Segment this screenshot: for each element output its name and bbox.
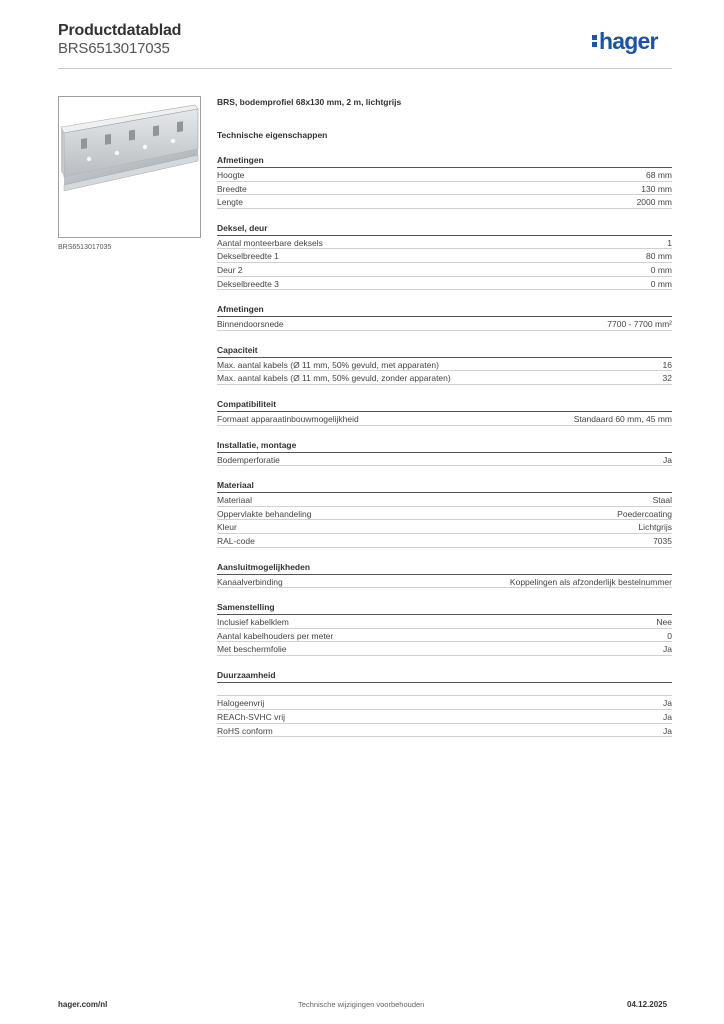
spec-label: Binnendoorsnede <box>217 319 284 330</box>
spec-label: Materiaal <box>217 495 252 506</box>
spec-value: Ja <box>663 454 672 465</box>
spec-section <box>217 223 672 290</box>
spec-row <box>217 683 672 697</box>
spec-section-title: Deksel, deur <box>217 223 672 236</box>
spec-value: 16 <box>662 359 672 370</box>
spec-section-title: Capaciteit <box>217 345 672 358</box>
spec-row <box>217 534 672 548</box>
product-details <box>217 96 672 737</box>
spec-row <box>217 358 672 372</box>
spec-label: Deur 2 <box>217 264 243 275</box>
spec-value: Nee <box>656 617 672 628</box>
hager-logo <box>592 28 658 54</box>
spec-section-title: Samenstelling <box>217 602 672 615</box>
technical-properties-title: Technische eigenschappen <box>217 130 328 140</box>
spec-value: Ja <box>663 712 672 723</box>
spec-row <box>217 710 672 724</box>
spec-value: 130 mm <box>641 183 672 194</box>
spec-row <box>217 507 672 521</box>
spec-label: Lengte <box>217 197 243 208</box>
spec-section-title: Installatie, montage <box>217 440 672 453</box>
spec-row <box>217 696 672 710</box>
spec-row <box>217 371 672 385</box>
spec-row <box>217 453 672 467</box>
spec-row <box>217 317 672 331</box>
spec-value: Poedercoating <box>617 508 672 519</box>
image-caption: BRS6513017035 <box>58 244 112 251</box>
spec-section <box>217 480 672 547</box>
spec-value: 7700 - 7700 mm² <box>607 319 672 330</box>
spec-label: Halogeenvrij <box>217 698 265 709</box>
spec-row <box>217 236 672 250</box>
spec-row <box>217 520 672 534</box>
spec-value: 2000 mm <box>636 197 672 208</box>
spec-section-title: Materiaal <box>217 480 672 493</box>
spec-value: 68 mm <box>646 170 672 180</box>
spec-value: Standaard 60 mm, 45 mm <box>573 413 672 424</box>
footer-website: hager.com/nl <box>58 1000 108 1009</box>
spec-label: Oppervlakte behandeling <box>217 508 312 519</box>
spec-section-title: Compatibiliteit <box>217 399 672 412</box>
spec-value: Ja <box>663 725 672 736</box>
spec-sections <box>217 155 672 737</box>
spec-row <box>217 277 672 291</box>
spec-row <box>217 493 672 507</box>
spec-row <box>217 615 672 629</box>
spec-section-title: Afmetingen <box>217 304 672 317</box>
spec-row <box>217 263 672 277</box>
spec-label: Inclusief kabelklem <box>217 617 289 628</box>
spec-label: REACh-SVHC vrij <box>217 712 286 723</box>
spec-label: Kanaalverbinding <box>217 576 283 587</box>
spec-label: Met beschermfolie <box>217 644 287 655</box>
spec-label: Dekselbreedte 1 <box>217 251 279 262</box>
spec-section <box>217 155 672 209</box>
spec-label: Max. aantal kabels (Ø 11 mm, 50% gevuld, zonder apparaten) <box>217 373 451 384</box>
spec-value: Ja <box>663 698 672 709</box>
spec-row <box>217 642 672 656</box>
spec-label: Aantal monteerbare deksels <box>217 237 323 248</box>
footer-date: 04.12.2025 <box>627 1000 668 1009</box>
spec-label: Bodemperforatie <box>217 454 280 465</box>
header-divider <box>58 68 672 69</box>
spec-row <box>217 249 672 263</box>
spec-value: Ja <box>663 644 672 655</box>
cable-duct-image <box>59 97 200 237</box>
spec-value: Staal <box>652 495 672 506</box>
spec-label: Aantal kabelhouders per meter <box>217 630 334 641</box>
spec-section <box>217 304 672 331</box>
spec-row <box>217 182 672 196</box>
product-code: BRS6513017035 <box>58 40 170 57</box>
spec-section <box>217 345 672 385</box>
spec-label: Kleur <box>217 522 237 533</box>
spec-row <box>217 195 672 209</box>
spec-value: Koppelingen als afzonderlijk bestelnummer <box>509 576 672 587</box>
spec-label: Max. aantal kabels (Ø 11 mm, 50% gevuld, met apparaten) <box>217 359 439 370</box>
footer-note: Technische wijzigingen voorbehouden <box>298 1000 425 1009</box>
spec-label: Dekselbreedte 3 <box>217 278 279 289</box>
product-image <box>58 96 201 238</box>
spec-label: Hoogte <box>217 170 245 180</box>
spec-row <box>217 724 672 738</box>
spec-value: 0 mm <box>650 264 672 275</box>
spec-label: RAL-code <box>217 535 255 546</box>
spec-section <box>217 602 672 656</box>
spec-value: 7035 <box>653 535 672 546</box>
spec-label: Breedte <box>217 183 247 194</box>
spec-section-title: Duurzaamheid <box>217 670 672 683</box>
product-description: BRS, bodemprofiel 68x130 mm, 2 m, lichtgrijs <box>217 97 402 107</box>
spec-value: Lichtgrijs <box>638 522 672 533</box>
spec-label: Formaat apparaatinbouwmogelijkheid <box>217 413 359 424</box>
spec-value: 32 <box>662 373 672 384</box>
spec-value: 0 mm <box>650 278 672 289</box>
spec-value: 80 mm <box>646 251 672 262</box>
spec-section <box>217 399 672 426</box>
spec-section <box>217 440 672 467</box>
spec-row <box>217 168 672 182</box>
logo-colon-icon <box>592 28 598 46</box>
spec-row <box>217 629 672 643</box>
spec-section <box>217 562 672 589</box>
spec-section-title: Aansluitmogelijkheden <box>217 562 672 575</box>
spec-row <box>217 412 672 426</box>
spec-section <box>217 670 672 737</box>
spec-value: 1 <box>667 237 672 248</box>
logo-text: hager <box>599 28 658 54</box>
spec-row <box>217 575 672 589</box>
spec-value: 0 <box>667 630 672 641</box>
spec-label: RoHS conform <box>217 725 273 736</box>
document-title: Productdatablad <box>58 22 182 39</box>
spec-section-title: Afmetingen <box>217 155 672 168</box>
